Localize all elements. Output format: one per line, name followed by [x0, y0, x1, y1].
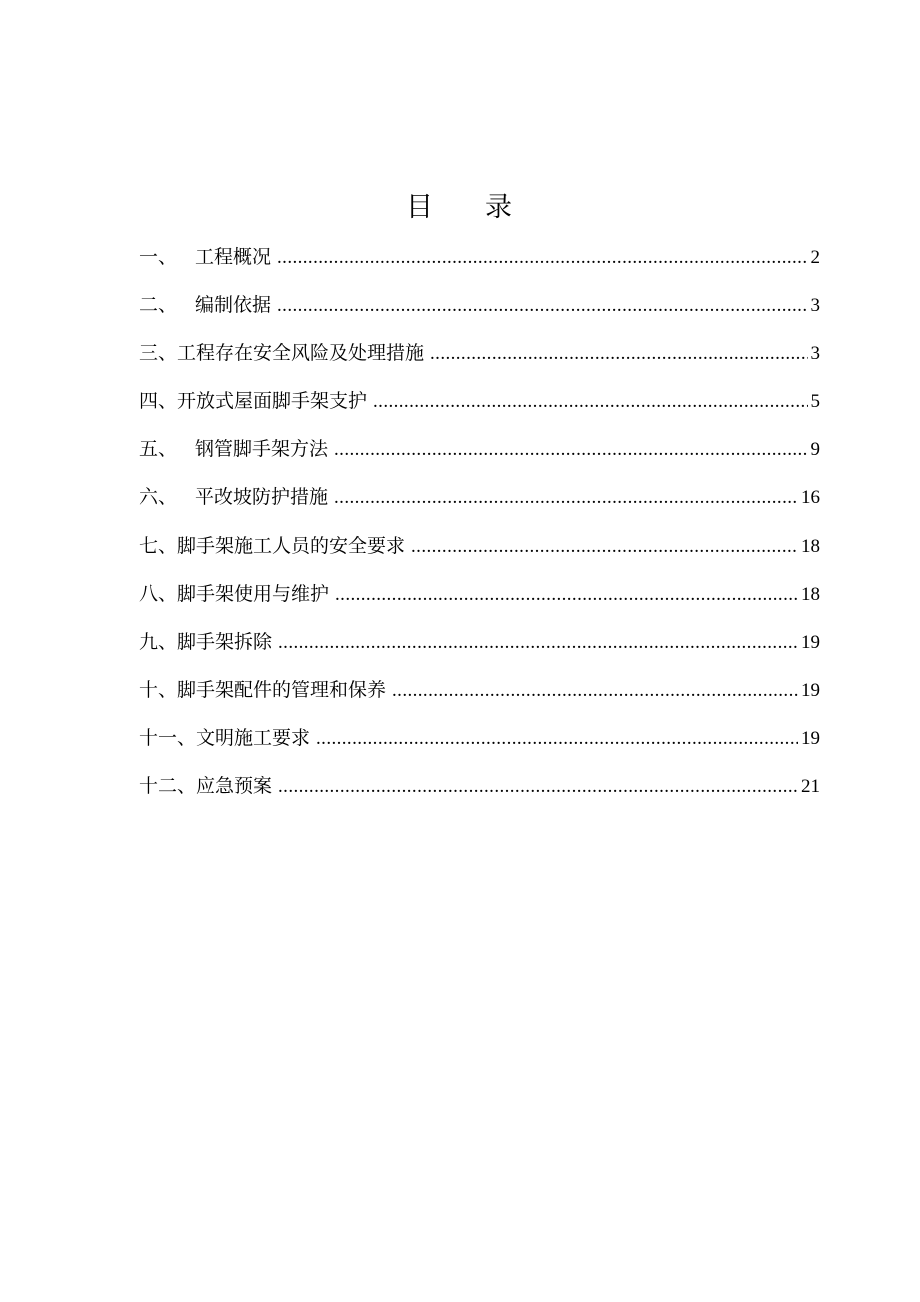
- toc-entry-9[interactable]: [139, 622, 820, 670]
- toc-entry-11[interactable]: [139, 718, 820, 766]
- toc-entry-number: 八、: [139, 582, 178, 605]
- toc-page-number: 18: [801, 535, 820, 557]
- toc-title-char-2: 录: [485, 192, 514, 223]
- toc-entry-title: 平改坡防护措施: [195, 486, 329, 509]
- toc-page-number: 21: [801, 776, 820, 798]
- toc-entry-6[interactable]: [139, 477, 820, 525]
- toc-page-number: 16: [801, 487, 820, 509]
- toc-entry-12[interactable]: [139, 766, 820, 814]
- toc-page-number: 3: [810, 343, 820, 365]
- toc-entry-3[interactable]: [139, 333, 820, 381]
- toc-title-char-1: 目: [406, 192, 435, 223]
- toc-entry-title: 脚手架配件的管理和保养: [177, 678, 387, 701]
- toc-entry-number: 五、: [139, 438, 178, 461]
- toc-dot-leader: [277, 238, 807, 278]
- toc-page-number: 18: [801, 583, 820, 605]
- toc-dot-leader: [335, 575, 798, 615]
- toc-entry-title: 脚手架施工人员的安全要求: [177, 534, 406, 557]
- toc-dot-leader: [430, 334, 807, 374]
- toc-dot-leader: [316, 719, 798, 759]
- toc-entry-number: 十、: [139, 678, 178, 701]
- toc-entry-title: 脚手架使用与维护: [177, 582, 330, 605]
- toc-entry-5[interactable]: [139, 429, 820, 477]
- toc-entry-1[interactable]: [139, 237, 820, 285]
- toc-entry-title: 编制依据: [195, 294, 272, 317]
- toc-dot-leader: [277, 286, 807, 326]
- toc-page-number: 19: [801, 631, 820, 653]
- toc-entry-title: 开放式屋面脚手架支护: [177, 390, 368, 413]
- toc-page-number: 3: [810, 295, 820, 317]
- toc-entry-number: 十一、: [139, 726, 197, 749]
- toc-entry-2[interactable]: [139, 285, 820, 333]
- toc-page-number: 9: [810, 439, 820, 461]
- toc-entry-title: 工程概况: [195, 246, 272, 268]
- toc-list: [139, 237, 820, 814]
- toc-entry-number: 四、: [139, 390, 178, 413]
- toc-page-number: 2: [810, 247, 820, 268]
- toc-entry-number: 三、: [139, 342, 178, 365]
- toc-entry-number: 九、: [139, 630, 178, 653]
- toc-entry-4[interactable]: [139, 381, 820, 429]
- toc-dot-leader: [411, 527, 798, 567]
- toc-entry-number: 七、: [139, 534, 178, 557]
- toc-page-number: 19: [801, 679, 820, 701]
- toc-dot-leader: [334, 430, 807, 470]
- toc-entry-title: 脚手架拆除: [177, 630, 273, 653]
- toc-dot-leader: [278, 767, 798, 807]
- toc-dot-leader: [373, 382, 807, 422]
- toc-entry-title: 工程存在安全风险及处理措施: [177, 342, 425, 365]
- toc-dot-leader: [334, 478, 798, 518]
- toc-title: [0, 188, 920, 228]
- toc-entry-8[interactable]: [139, 574, 820, 622]
- toc-page-number: 5: [810, 391, 820, 413]
- toc-entry-7[interactable]: [139, 526, 820, 574]
- toc-page-number: 19: [801, 727, 820, 749]
- toc-dot-leader: [392, 671, 798, 711]
- toc-entry-title: 应急预案: [196, 775, 273, 798]
- toc-entry-number: 二、: [139, 294, 178, 317]
- toc-entry-title: 文明施工要求: [196, 726, 311, 749]
- toc-dot-leader: [278, 623, 798, 663]
- toc-entry-title: 钢管脚手架方法: [195, 438, 329, 461]
- toc-entry-10[interactable]: [139, 670, 820, 718]
- toc-entry-number: 六、: [139, 486, 178, 509]
- toc-entry-number: 十二、: [139, 775, 197, 798]
- toc-entry-number: 一、: [139, 246, 178, 268]
